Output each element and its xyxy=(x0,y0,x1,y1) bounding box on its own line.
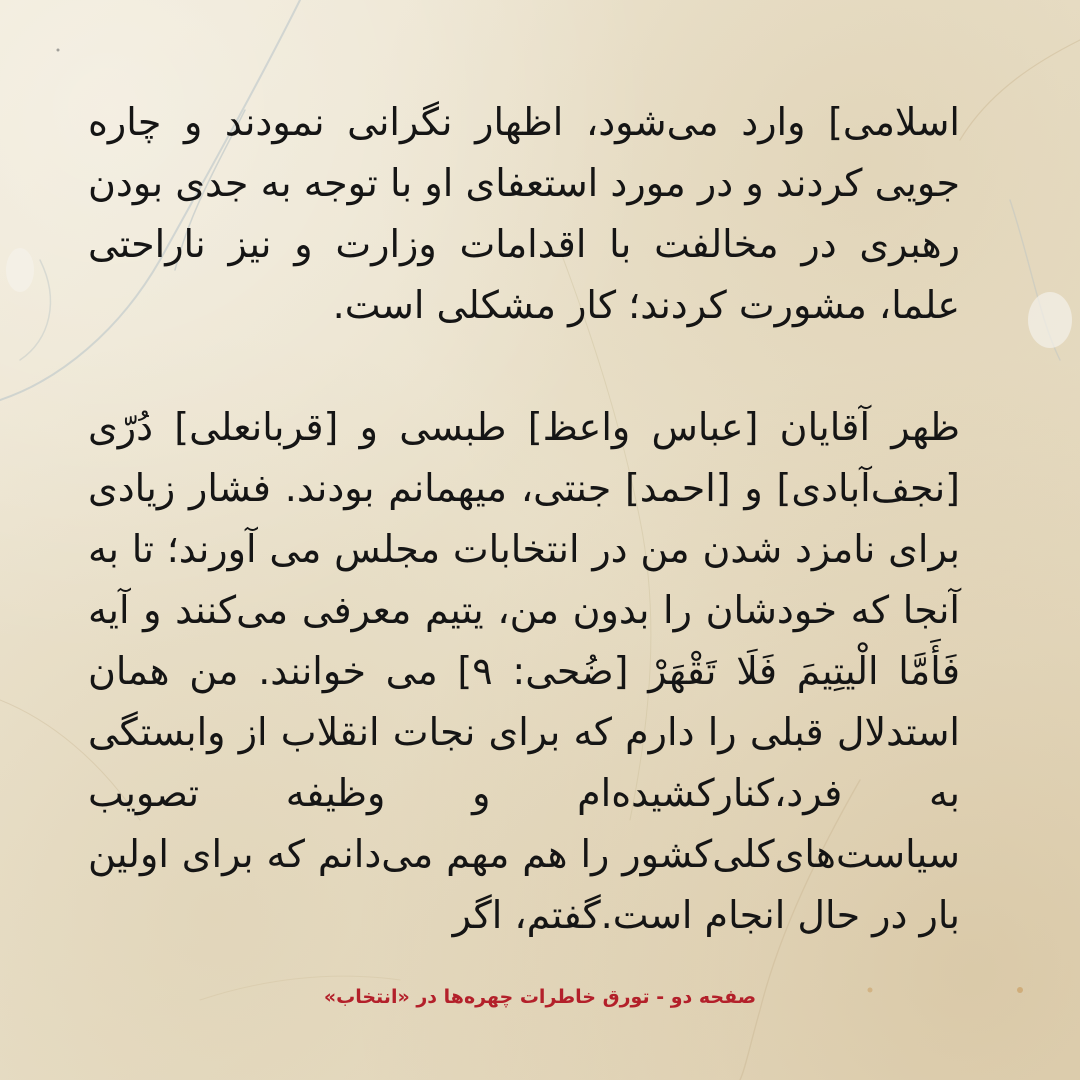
paragraph-2: ظهر آقایان [عباس واعظ] طبسی و [قربانعلی] دُرّی [نجف‌آبادی] و [احمد] جنتی، میهمانم بودند. فشار زیادی برای نامزد شدن من در انتخابات مجلس می آورند؛ تا به آنجا که خودشان را بدون من، یتیم معرفی می‌کنند و آیه فَأَمَّا الْیتِیمَ فَلَا تَقْهَرْ [ضُحی: ۹] می خوانند. من همان استدلال قبلی را دارم که برای نجات انقلاب از وابستگی به فرد،کنارکشیده‌ام و وظیفه تصویب سیاست‌های‌کلی‌کشور را هم مهم می‌دانم که برای اولین بار در حال انجام است.گفتم، اگر xyxy=(88,405,960,937)
paragraph-1: اسلامی] وارد می‌شود، اظهار نگرانی نمودند و چاره جویی کردند و در مورد استعفای او با توجه به جدی بودن رهبری در مخالفت با اقدامات وزارت و نیز ناراحتی علما، مشورت کردند؛ کار مشکلی است. xyxy=(88,100,960,327)
memoir-page xyxy=(88,92,960,946)
paragraph-spacer xyxy=(88,336,960,397)
page-caption: صفحه دو - تورق خاطرات چهره‌ها در «انتخاب» xyxy=(323,986,757,1008)
